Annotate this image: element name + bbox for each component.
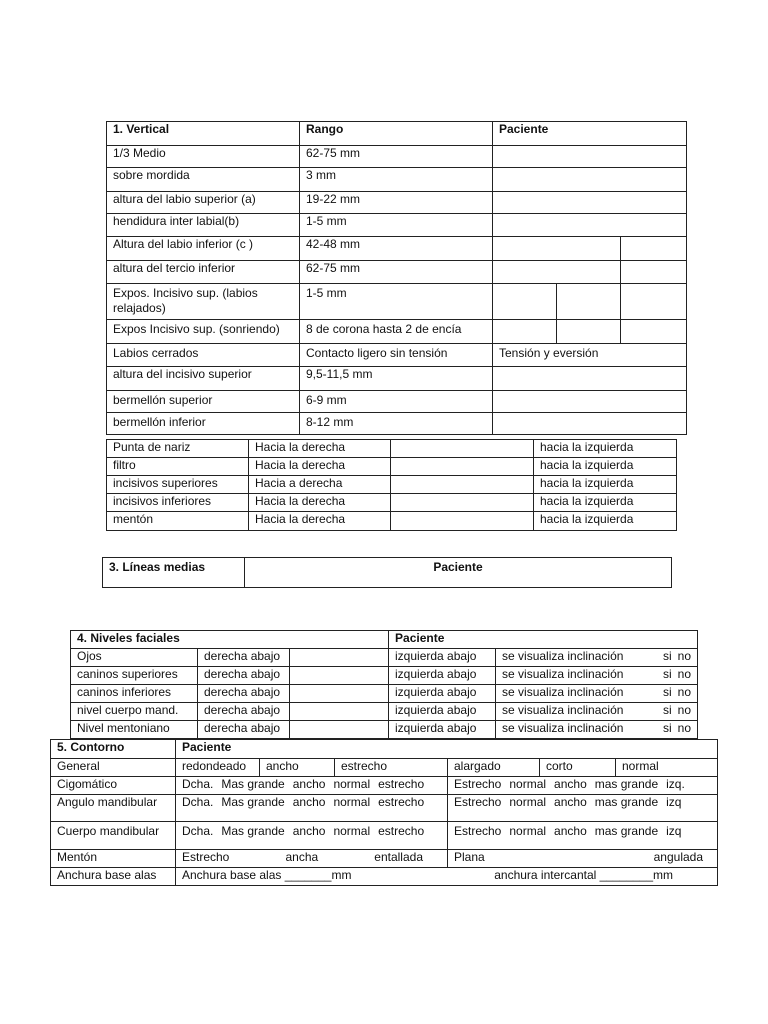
level-right: derecha abajo (198, 703, 290, 721)
deviation-left: hacia la izquierda (534, 512, 677, 531)
level-right: derecha abajo (198, 667, 290, 685)
measure-label: 1/3 Medio (107, 146, 300, 168)
angulo-left: Estrecho normal ancho mas grande izq (448, 795, 718, 822)
inclination-cell (496, 721, 698, 739)
level-left: izquierda abajo (389, 649, 496, 667)
level-right: derecha abajo (198, 649, 290, 667)
table-row (107, 214, 687, 237)
measure-label: bermellón superior (107, 391, 300, 413)
measure-range: 8 de corona hasta 2 de encía (300, 320, 493, 344)
general-label: General (51, 759, 176, 777)
level-right: derecha abajo (198, 721, 290, 739)
facial-levels-title: 4. Niveles faciales (71, 631, 389, 649)
deviation-right: Hacia la derecha (249, 512, 391, 531)
level-value-cell[interactable] (290, 721, 389, 739)
patient-cell[interactable] (621, 261, 687, 284)
inclination-text: se visualiza inclinación (502, 685, 624, 699)
table-row (107, 391, 687, 413)
table-row (51, 822, 718, 850)
patient-cell[interactable] (493, 192, 687, 214)
no-option[interactable]: no (677, 721, 692, 735)
inclination-text: se visualiza inclinación (502, 649, 624, 663)
si-option[interactable]: si (663, 667, 672, 681)
deviation-right: Hacia la derecha (249, 458, 391, 476)
deviation-label: filtro (107, 458, 249, 476)
deviation-label: incisivos inferiores (107, 494, 249, 512)
facial-levels-table (70, 630, 698, 739)
menton-left: Plana angulada (448, 850, 718, 868)
cuerpo-label: Cuerpo mandibular (51, 822, 176, 850)
measure-label: altura del tercio inferior (107, 261, 300, 284)
deviation-value-cell[interactable] (391, 458, 534, 476)
level-value-cell[interactable] (290, 685, 389, 703)
table-row (51, 850, 718, 868)
deviation-value-cell[interactable] (391, 476, 534, 494)
table-row (71, 667, 698, 685)
vertical-table (106, 121, 687, 435)
table-row (107, 458, 677, 476)
deviation-right: Hacia la derecha (249, 494, 391, 512)
midlines-table (102, 557, 672, 588)
measure-label: Expos. Incisivo sup. (labios relajados) (107, 284, 300, 320)
measure-range: 1-5 mm (300, 284, 493, 320)
level-value-cell[interactable] (290, 703, 389, 721)
angulo-label: Angulo mandibular (51, 795, 176, 822)
measure-range: 42-48 mm (300, 237, 493, 261)
patient-header: Paciente (493, 122, 687, 146)
deviation-value-cell[interactable] (391, 494, 534, 512)
general-option[interactable]: estrecho (335, 759, 448, 777)
patient-cell[interactable] (493, 237, 621, 261)
deviation-right: Hacia a derecha (249, 476, 391, 494)
patient-cell: Tensión y eversión (493, 344, 687, 367)
patient-cell[interactable] (621, 237, 687, 261)
measure-range: 1-5 mm (300, 214, 493, 237)
table-row (107, 192, 687, 214)
cigomatico-label: Cigomático (51, 777, 176, 795)
table-row (107, 367, 687, 391)
patient-cell[interactable] (493, 320, 557, 344)
table-row (51, 777, 718, 795)
contour-table (50, 739, 718, 886)
deviation-table (106, 439, 677, 531)
measure-label: sobre mordida (107, 168, 300, 192)
inclination-text: se visualiza inclinación (502, 721, 624, 735)
level-label: Nivel mentoniano (71, 721, 198, 739)
deviation-value-cell[interactable] (391, 440, 534, 458)
patient-cell[interactable] (493, 391, 687, 413)
measure-range: 9,5-11,5 mm (300, 367, 493, 391)
patient-cell[interactable] (493, 261, 621, 284)
menton-right: Estrecho ancha entallada (176, 850, 448, 868)
vertical-header-row (107, 122, 687, 146)
midlines-patient: Paciente (245, 558, 672, 588)
deviation-left: hacia la izquierda (534, 494, 677, 512)
level-label: caninos inferiores (71, 685, 198, 703)
level-value-cell[interactable] (290, 667, 389, 685)
patient-cell[interactable] (621, 320, 687, 344)
table-row (107, 237, 687, 261)
no-option[interactable]: no (677, 703, 692, 717)
patient-cell[interactable] (493, 413, 687, 435)
level-value-cell[interactable] (290, 649, 389, 667)
contour-header-row (51, 740, 718, 759)
deviation-left: hacia la izquierda (534, 440, 677, 458)
si-option[interactable]: si (663, 703, 672, 717)
cuerpo-left: Estrecho normal ancho mas grande izq (448, 822, 718, 850)
table-row (51, 759, 718, 777)
si-option[interactable]: si (663, 721, 672, 735)
no-option[interactable]: no (677, 667, 692, 681)
si-option[interactable]: si (663, 649, 672, 663)
no-option[interactable]: no (677, 685, 692, 699)
anchura-base-field[interactable]: Anchura base alas _______mm (182, 868, 352, 882)
level-left: izquierda abajo (389, 703, 496, 721)
level-label: caninos superiores (71, 667, 198, 685)
measure-range: 19-22 mm (300, 192, 493, 214)
table-row (51, 868, 718, 886)
measure-label: Labios cerrados (107, 344, 300, 367)
cigomatico-left: Estrecho normal ancho mas grande izq. (448, 777, 718, 795)
intercantal-field[interactable]: anchura intercantal ________mm (494, 868, 674, 882)
level-left: izquierda abajo (389, 685, 496, 703)
facial-levels-patient: Paciente (389, 631, 698, 649)
inclination-cell (496, 703, 698, 721)
cuerpo-right: Dcha. Mas grande ancho normal estrecho (176, 822, 448, 850)
table-row (107, 440, 677, 458)
measure-range: 6-9 mm (300, 391, 493, 413)
menton-label: Mentón (51, 850, 176, 868)
deviation-label: Punta de nariz (107, 440, 249, 458)
table-row (51, 795, 718, 822)
table-row (107, 261, 687, 284)
measure-range: 8-12 mm (300, 413, 493, 435)
patient-cell[interactable] (557, 320, 621, 344)
patient-cell[interactable] (493, 214, 687, 237)
patient-cell[interactable] (557, 284, 621, 320)
table-row (71, 703, 698, 721)
general-option[interactable]: normal (616, 759, 718, 777)
deviation-left: hacia la izquierda (534, 458, 677, 476)
deviation-left: hacia la izquierda (534, 476, 677, 494)
general-option[interactable]: corto (540, 759, 616, 777)
cigomatico-right: Dcha. Mas grande ancho normal estrecho (176, 777, 448, 795)
deviation-label: incisivos superiores (107, 476, 249, 494)
table-row (107, 494, 677, 512)
deviation-right: Hacia la derecha (249, 440, 391, 458)
inclination-cell (496, 649, 698, 667)
measure-label: hendidura inter labial(b) (107, 214, 300, 237)
table-row (107, 476, 677, 494)
table-row (107, 284, 687, 320)
table-row (107, 413, 687, 435)
level-label: nivel cuerpo mand. (71, 703, 198, 721)
anchura-cell[interactable] (176, 868, 718, 886)
patient-cell[interactable] (493, 168, 687, 192)
facial-levels-header-row (71, 631, 698, 649)
measure-label: Altura del labio inferior (c ) (107, 237, 300, 261)
level-left: izquierda abajo (389, 721, 496, 739)
range-header: Rango (300, 122, 493, 146)
midlines-row (103, 558, 672, 588)
measure-range: 62-75 mm (300, 146, 493, 168)
inclination-text: se visualiza inclinación (502, 703, 624, 717)
measure-label: altura del labio superior (a) (107, 192, 300, 214)
patient-cell[interactable] (493, 367, 687, 391)
angulo-right: Dcha. Mas grande ancho normal estrecho (176, 795, 448, 822)
general-option[interactable]: ancho (260, 759, 335, 777)
inclination-cell (496, 667, 698, 685)
table-row (107, 512, 677, 531)
vertical-title: 1. Vertical (107, 122, 300, 146)
table-row (107, 168, 687, 192)
deviation-value-cell[interactable] (391, 512, 534, 531)
general-option[interactable]: redondeado (176, 759, 260, 777)
measure-range: 62-75 mm (300, 261, 493, 284)
level-right: derecha abajo (198, 685, 290, 703)
table-row (107, 320, 687, 344)
table-row (107, 344, 687, 367)
table-row (71, 685, 698, 703)
inclination-text: se visualiza inclinación (502, 667, 624, 681)
patient-cell[interactable] (621, 284, 687, 320)
patient-cell[interactable] (493, 146, 687, 168)
measure-label: Expos Incisivo sup. (sonriendo) (107, 320, 300, 344)
no-option[interactable]: no (677, 649, 692, 663)
deviation-label: mentón (107, 512, 249, 531)
measure-label: altura del incisivo superior (107, 367, 300, 391)
level-label: Ojos (71, 649, 198, 667)
table-row (107, 146, 687, 168)
table-row (71, 649, 698, 667)
contour-title: 5. Contorno (51, 740, 176, 759)
contour-patient: Paciente (176, 740, 718, 759)
measure-range: Contacto ligero sin tensión (300, 344, 493, 367)
measure-range: 3 mm (300, 168, 493, 192)
measure-label: bermellón inferior (107, 413, 300, 435)
si-option[interactable]: si (663, 685, 672, 699)
midlines-title: 3. Líneas medias (103, 558, 245, 588)
level-left: izquierda abajo (389, 667, 496, 685)
general-option[interactable]: alargado (448, 759, 540, 777)
patient-cell[interactable] (493, 284, 557, 320)
anchura-label: Anchura base alas (51, 868, 176, 886)
table-row (71, 721, 698, 739)
inclination-cell (496, 685, 698, 703)
